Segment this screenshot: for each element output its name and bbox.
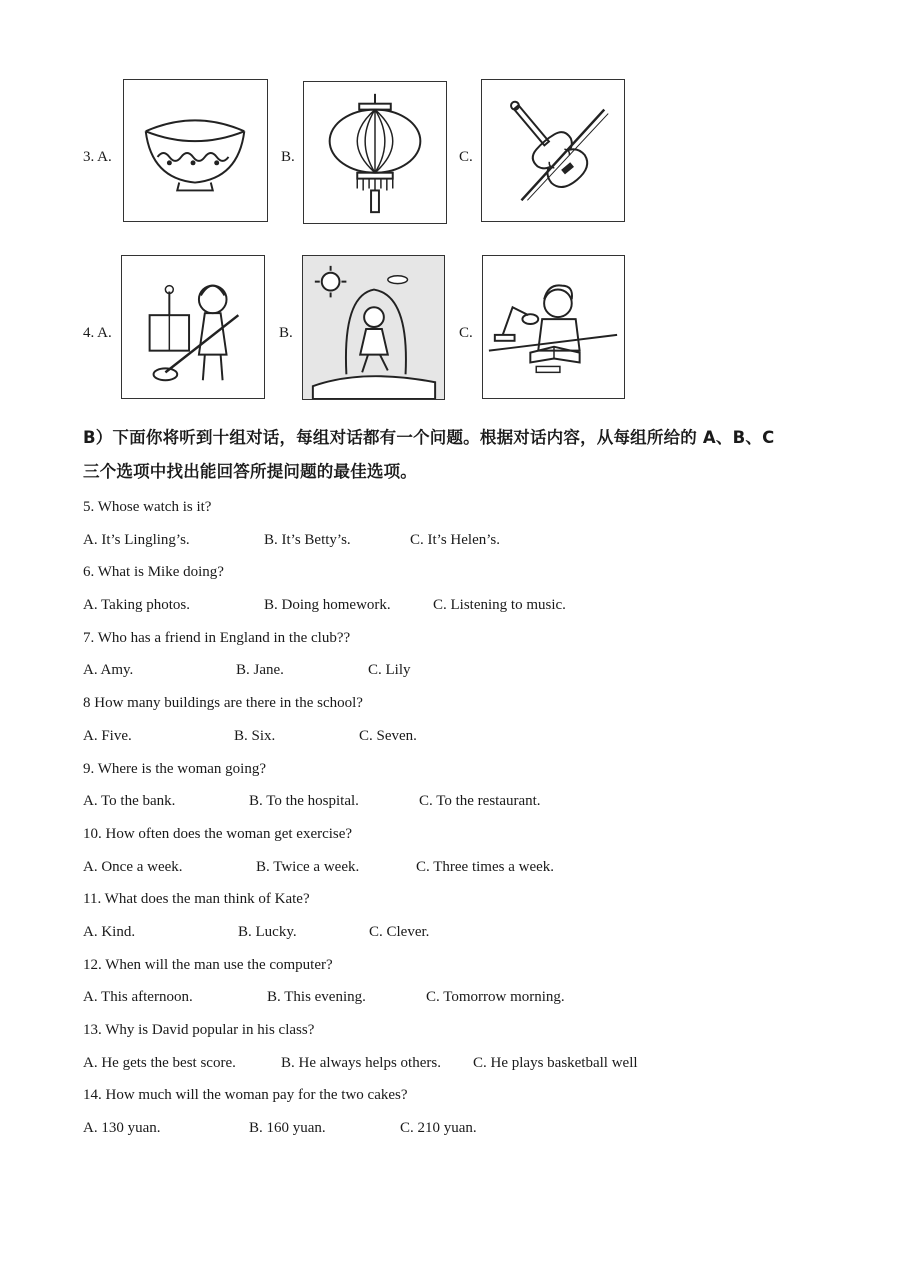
bowl-icon (123, 79, 268, 222)
question-13-option-c: C. He plays basketball well (473, 1055, 638, 1071)
question-7-option-c: C. Lily (368, 662, 411, 678)
question-5-option-a: A. It’s Lingling’s. (83, 532, 190, 548)
question-12-option-a: A. This afternoon. (83, 989, 193, 1005)
q4-option-c-label: C. (459, 325, 473, 341)
question-6-option-c: C. Listening to music. (433, 597, 566, 613)
question-6-option-a: A. Taking photos. (83, 597, 191, 613)
question-11-option-a: A. Kind. (83, 924, 136, 940)
question-10-option-c: C. Three times a week. (416, 859, 555, 875)
question-7-option-b: B. Jane. (236, 662, 284, 678)
question-10-text: 10. How often does the woman get exercise? (83, 826, 353, 842)
question-14-text: 14. How much will the woman pay for the two cakes? (83, 1087, 408, 1103)
girl-jumping-rope-icon (302, 255, 445, 400)
question-6-text: 6. What is Mike doing? (83, 564, 224, 580)
question-13-option-a: A. He gets the best score. (83, 1055, 236, 1071)
question-5-option-c: C. It’s Helen’s. (410, 532, 500, 548)
question-10-option-a: A. Once a week. (83, 859, 183, 875)
question-10-option-b: B. Twice a week. (256, 859, 360, 875)
question-7-option-a: A. Amy. (83, 662, 134, 678)
section-b-line-2: 三个选项中找出能回答所提问题的最佳选项。 (83, 462, 417, 481)
question-11-option-b: B. Lucky. (238, 924, 297, 940)
question-9-option-a: A. To the bank. (83, 793, 176, 809)
question-11-text: 11. What does the man think of Kate? (83, 891, 310, 907)
lantern-icon (303, 81, 447, 224)
question-9-text: 9. Where is the woman going? (83, 761, 267, 777)
question-12-text: 12. When will the man use the computer? (83, 957, 333, 973)
question-5-option-b: B. It’s Betty’s. (264, 532, 351, 548)
q3-option-b-label: B. (281, 149, 295, 165)
question-8-option-a: A. Five. (83, 728, 132, 744)
q3-number-label: 3. A. (83, 149, 112, 165)
q4-number-label: 4. A. (83, 325, 112, 341)
question-9-option-c: C. To the restaurant. (419, 793, 541, 809)
question-13-option-b: B. He always helps others. (281, 1055, 441, 1071)
question-8-option-b: B. Six. (234, 728, 276, 744)
question-6-option-b: B. Doing homework. (264, 597, 391, 613)
question-7-text: 7. Who has a friend in England in the club?? (83, 630, 351, 646)
section-b-line-1: B）下面你将听到十组对话，每组对话都有一个问题。根据对话内容，从每组所给的 A、B、C (83, 428, 775, 447)
question-9-option-b: B. To the hospital. (249, 793, 359, 809)
question-8-option-c: C. Seven. (359, 728, 417, 744)
question-12-option-b: B. This evening. (267, 989, 366, 1005)
girl-sweeping-icon (121, 255, 265, 399)
question-11-option-c: C. Clever. (369, 924, 430, 940)
question-8-text: 8 How many buildings are there in the school? (83, 695, 363, 711)
q4-option-b-label: B. (279, 325, 293, 341)
violin-icon (481, 79, 625, 222)
q3-option-c-label: C. (459, 149, 473, 165)
question-12-option-c: C. Tomorrow morning. (426, 989, 565, 1005)
boy-reading-icon (482, 255, 625, 399)
question-14-option-b: B. 160 yuan. (249, 1120, 326, 1136)
question-13-text: 13. Why is David popular in his class? (83, 1022, 315, 1038)
question-14-option-a: A. 130 yuan. (83, 1120, 161, 1136)
section-b-heading (83, 421, 843, 489)
question-14-option-c: C. 210 yuan. (400, 1120, 477, 1136)
question-5-text: 5. Whose watch is it? (83, 499, 212, 515)
